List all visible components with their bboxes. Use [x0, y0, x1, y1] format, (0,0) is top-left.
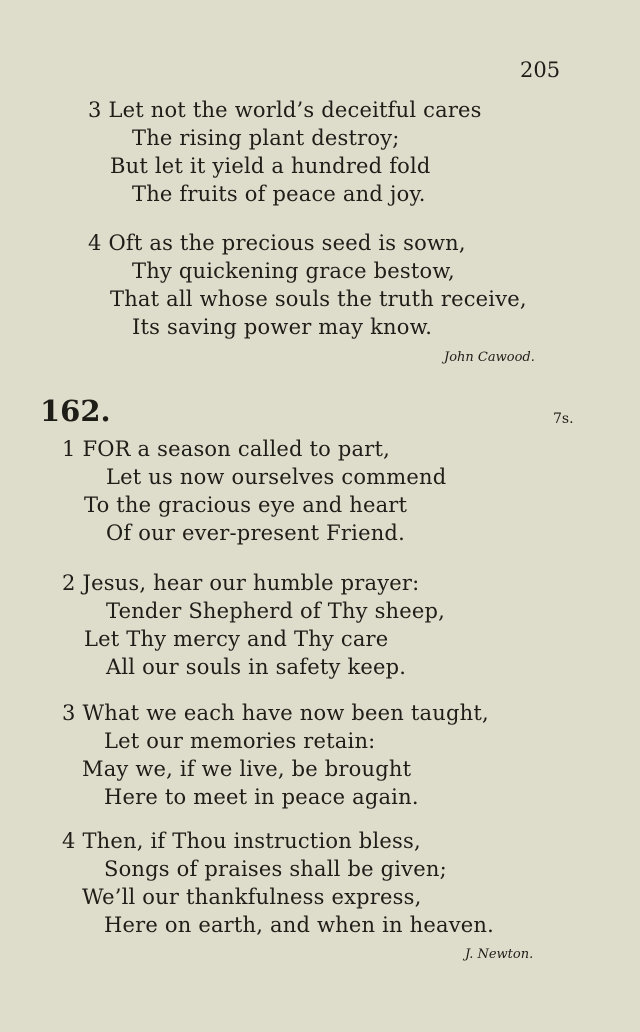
stanza-line	[62, 569, 419, 597]
stanza-number: 3	[88, 98, 102, 122]
verse-line: Here on earth, and when in heaven.	[104, 913, 494, 937]
verse-line: Let us now ourselves commend	[106, 465, 447, 489]
verse-line: Let our memories retain:	[104, 729, 376, 753]
verse-line: Let Thy mercy and Thy care	[84, 627, 389, 651]
verse-line: Thy quickening grace bestow,	[132, 259, 455, 283]
verse-line: The rising plant destroy;	[132, 126, 400, 150]
verse-line: Songs of praises shall be given;	[104, 857, 447, 881]
verse-line: We’ll our thankfulness express,	[82, 885, 422, 909]
verse-text: Jesus, hear our humble prayer:	[82, 571, 420, 595]
verse-line: That all whose souls the truth receive,	[110, 287, 527, 311]
verse-line: The fruits of peace and joy.	[132, 182, 426, 206]
stanza-line	[62, 699, 489, 727]
stanza-number: 1	[62, 437, 76, 461]
verse-line: Tender Shepherd of Thy sheep,	[106, 599, 446, 623]
hymn-meter: 7s.	[553, 411, 574, 427]
verse-line: May we, if we live, be brought	[82, 757, 412, 781]
verse-line: Its saving power may know.	[132, 315, 433, 339]
stanza-line	[62, 827, 421, 855]
verse-text: FOR a season called to part,	[82, 437, 390, 461]
verse-text: Then, if Thou instruction bless,	[82, 829, 421, 853]
verse-line: Of our ever-present Friend.	[106, 521, 405, 545]
stanza-line	[88, 96, 482, 124]
stanza-line	[88, 229, 466, 257]
verse-line: All our souls in safety keep.	[106, 655, 407, 679]
verse-text: Oft as the precious seed is sown,	[108, 231, 466, 255]
hymn-number: 162.	[40, 394, 111, 428]
stanza-number: 4	[88, 231, 102, 255]
stanza-line	[62, 435, 390, 463]
verse-line: But let it yield a hundred fold	[110, 154, 431, 178]
author-attribution: John Cawood.	[444, 350, 535, 365]
stanza-number: 2	[62, 571, 76, 595]
stanza-number: 4	[62, 829, 76, 853]
author-attribution: J. Newton.	[465, 947, 534, 962]
page-number: 205	[520, 58, 561, 82]
verse-line: To the gracious eye and heart	[84, 493, 408, 517]
verse-text: What we each have now been taught,	[82, 701, 489, 725]
verse-text: Let not the world’s deceitful cares	[108, 98, 482, 122]
stanza-number: 3	[62, 701, 76, 725]
verse-line: Here to meet in peace again.	[104, 785, 419, 809]
